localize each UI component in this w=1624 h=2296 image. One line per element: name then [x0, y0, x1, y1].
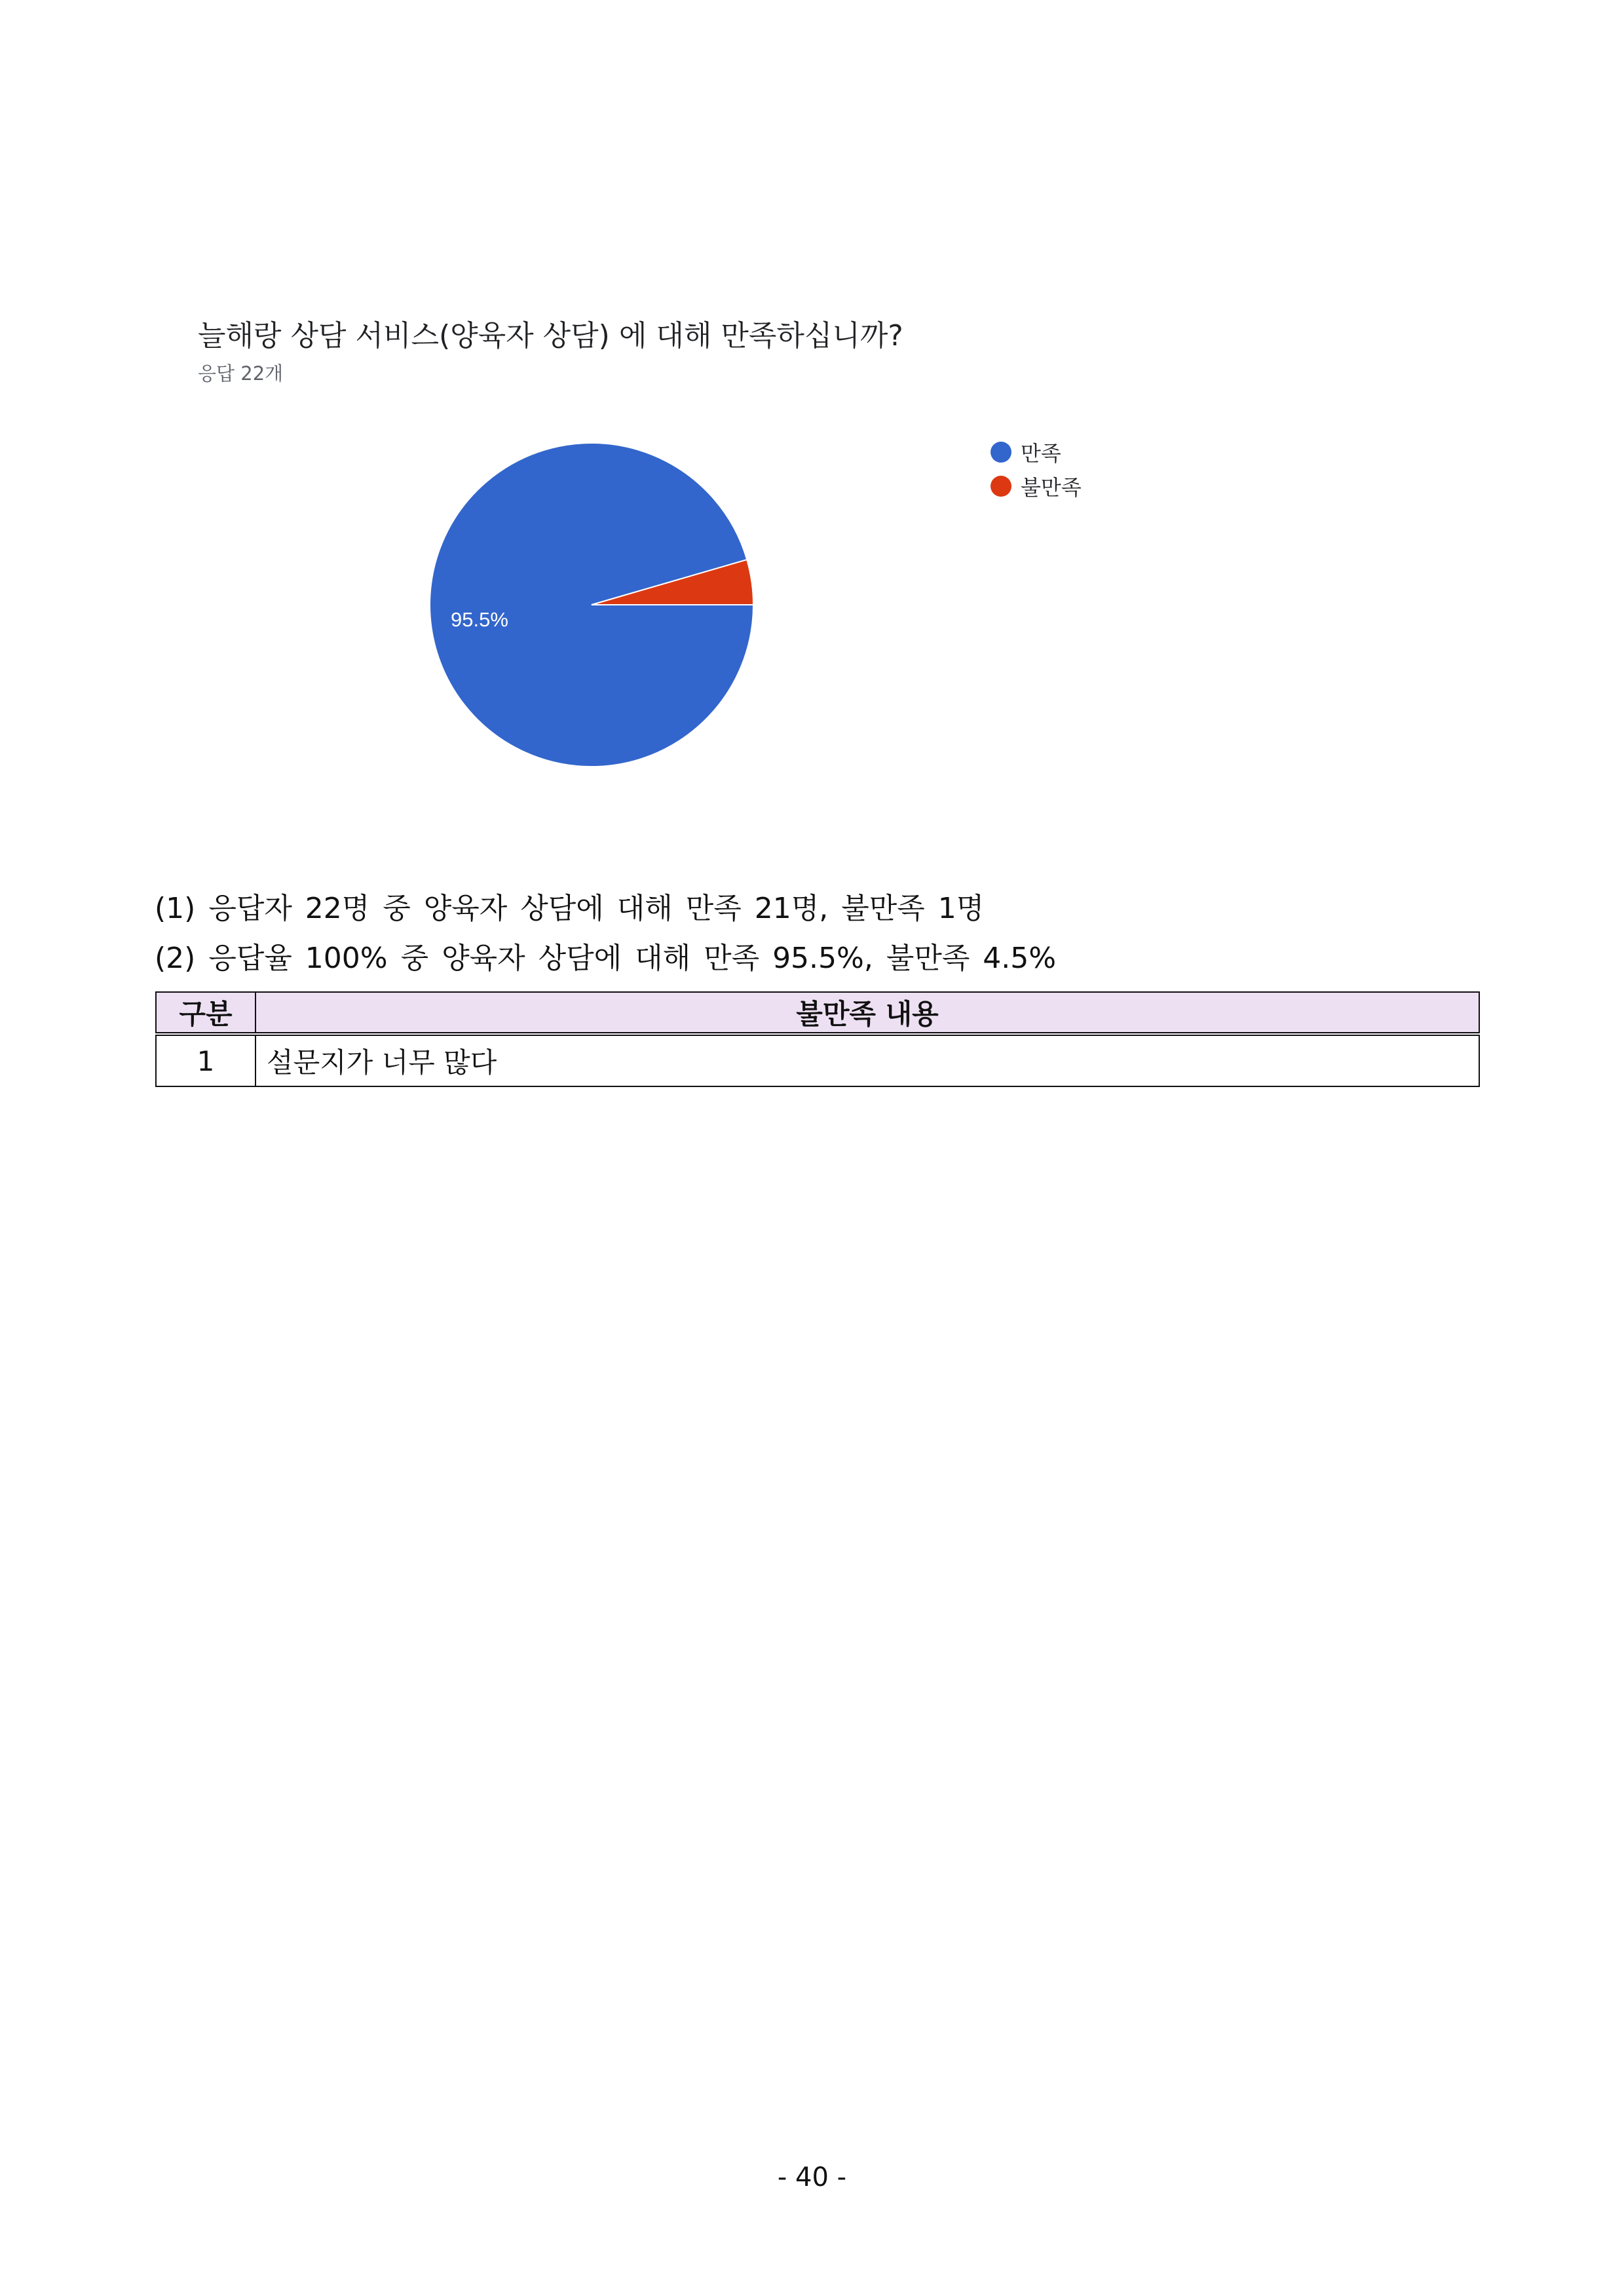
- chart-legend: [991, 435, 1082, 503]
- header-complaint-content: 불만족 내용: [255, 992, 1479, 1034]
- row-content: 설문지가 너무 많다: [255, 1034, 1479, 1086]
- legend-item-dissatisfied: [991, 469, 1082, 503]
- page-number: - 40 -: [777, 2162, 847, 2192]
- header-category: 구분: [156, 992, 255, 1034]
- legend-dot-dissatisfied: [991, 476, 1011, 497]
- table-row: [156, 1034, 1479, 1086]
- summary-line-2: (2) 응답율 100% 중 양육자 상담에 대해 만족 95.5%, 불만족 4.5%: [155, 942, 1057, 975]
- response-count: 응답 22개: [198, 362, 284, 385]
- legend-dot-satisfied: [991, 442, 1011, 463]
- pie-chart: [0, 0, 1624, 852]
- legend-label-dissatisfied: 불만족: [1021, 475, 1082, 500]
- legend-label-satisfied: 만족: [1021, 441, 1061, 466]
- summary-line-1: (1) 응답자 22명 중 양육자 상담에 대해 만족 21명, 불만족 1명: [155, 892, 985, 925]
- chart-title: 늘해랑 상담 서비스(양육자 상담) 에 대해 만족하십니까?: [198, 319, 903, 353]
- complaints-table: [155, 991, 1480, 1087]
- table-header-row: [156, 992, 1479, 1034]
- legend-item-satisfied: [991, 435, 1082, 469]
- row-number: 1: [156, 1034, 255, 1086]
- pie-label-satisfied: 95.5%: [451, 608, 508, 631]
